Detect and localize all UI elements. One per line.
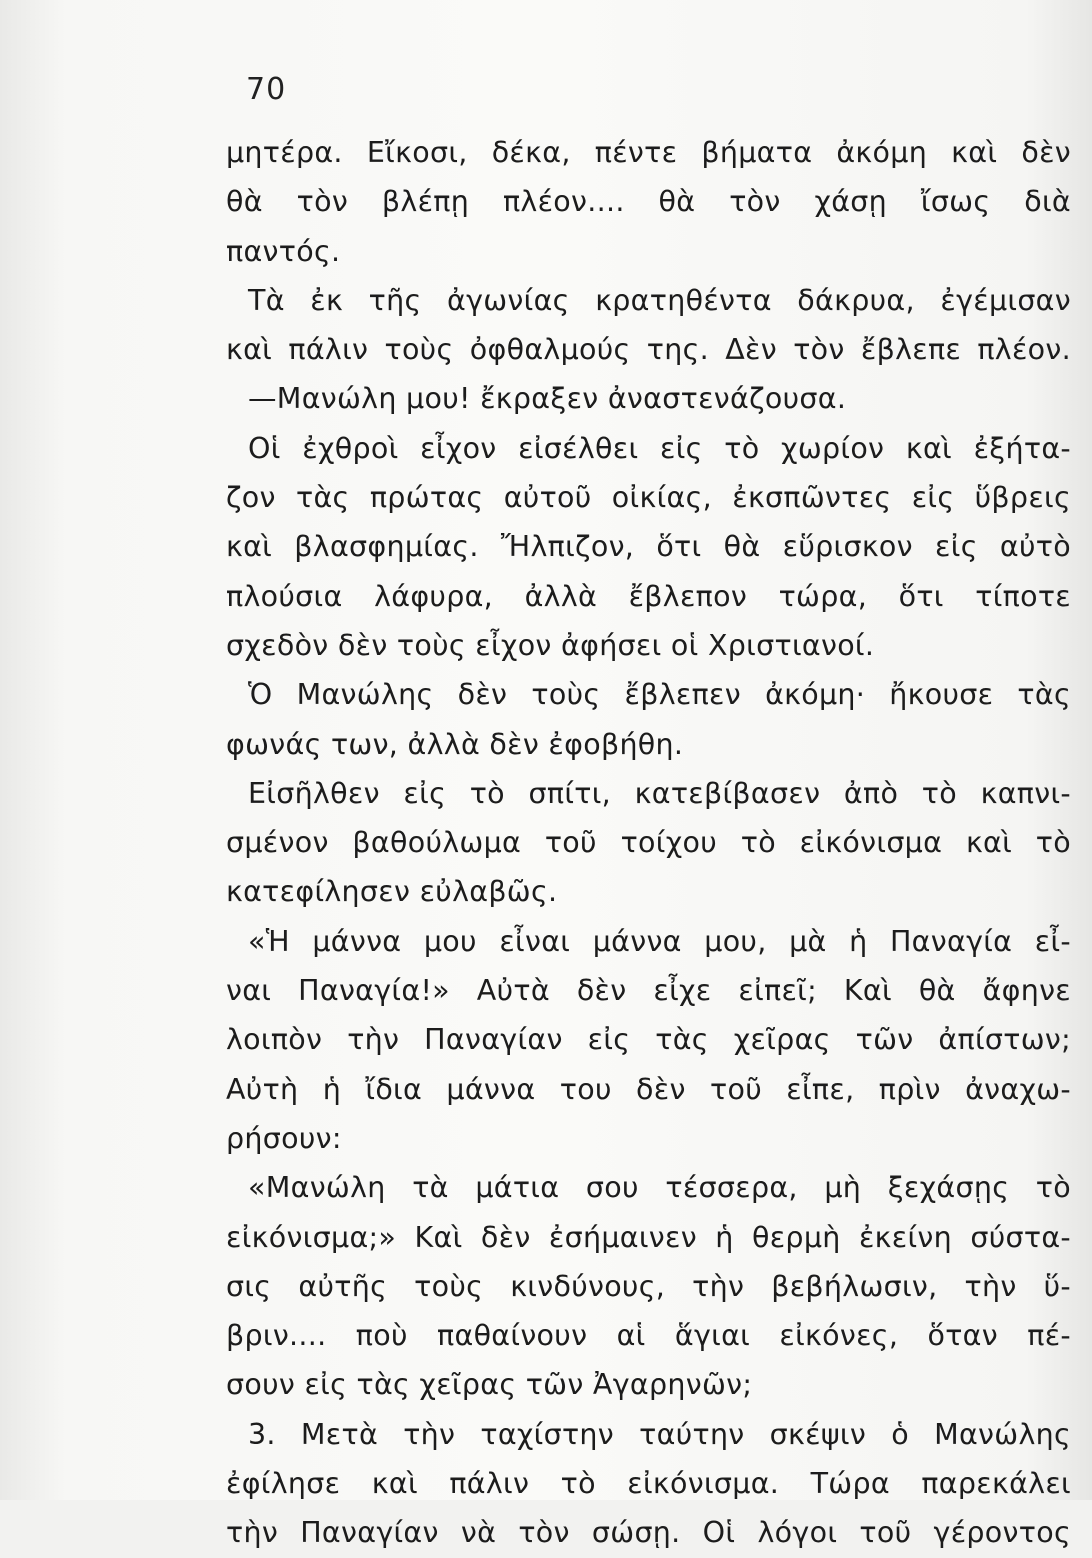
text-line: πλούσια λάφυρα, ἀλλὰ ἔβλεπον τώρα, ὅτι τίποτε: [226, 579, 1071, 613]
text-line: 3. Μετὰ τὴν ταχίστην ταύτην σκέψιν ὁ Μανώλης: [248, 1417, 1071, 1451]
text-line: καὶ βλασφημίας. Ἤλπιζον, ὅτι θὰ εὕρισκον εἰς αὐτὸ: [226, 530, 1071, 564]
text-line: τὴν Παναγίαν νὰ τὸν σώσῃ. Οἱ λόγοι τοῦ γέροντος: [226, 1516, 1071, 1550]
text-line: Οἱ ἐχθροὶ εἶχον εἰσέλθει εἰς τὸ χωρίον καὶ ἐξήτα-: [248, 431, 1071, 465]
text-line: Αὐτὴ ἡ ἴδια μάννα του δὲν τοῦ εἶπε, πρὶν ἀναχω-: [226, 1072, 1071, 1106]
text-line: φωνάς των, ἀλλὰ δὲν ἐφοβήθη.: [226, 727, 684, 761]
body-text: [226, 128, 1071, 1558]
text-line: σχεδὸν δὲν τοὺς εἶχον ἀφήσει οἱ Χριστιανοί.: [226, 628, 875, 662]
text-line: σις αὐτῆς τοὺς κινδύνους, τὴν βεβήλωσιν, τὴν ὕ-: [226, 1269, 1071, 1303]
text-line: ζον τὰς πρώτας αὐτοῦ οἰκίας, ἐκσπῶντες εἰς ὕβρεις: [226, 481, 1071, 515]
text-line: Εἰσῆλθεν εἰς τὸ σπίτι, κατεβίβασεν ἀπὸ τὸ καπνι-: [248, 776, 1071, 810]
text-line: ρήσουν:: [226, 1121, 342, 1155]
text-line: —Μανώλη μου! ἔκραξεν ἀναστενάζουσα.: [248, 382, 847, 416]
text-line: καὶ πάλιν τοὺς ὀφθαλμούς της. Δὲν τὸν ἔβλεπε πλέον.: [226, 333, 1071, 367]
page-number: 70: [246, 72, 287, 107]
text-line: μητέρα. Εἴκοσι, δέκα, πέντε βήματα ἀκόμη καὶ δὲν: [226, 136, 1071, 169]
text-line: εἰκόνισμα;» Καὶ δὲν ἐσήμαινεν ἡ θερμὴ ἐκείνη σύστα-: [226, 1220, 1071, 1254]
text-line: παντός.: [226, 234, 341, 268]
text-line: «Ἡ μάννα μου εἶναι μάννα μου, μὰ ἡ Παναγία εἶ-: [248, 924, 1071, 958]
text-line: Ὁ Μανώλης δὲν τοὺς ἔβλεπεν ἀκόμη· ἤκουσε τὰς: [248, 678, 1071, 712]
text-line: θὰ τὸν βλέπῃ πλέον.... θὰ τὸν χάσῃ ἴσως διὰ: [226, 185, 1071, 219]
text-line: «Μανώλη τὰ μάτια σου τέσσερα, μὴ ξεχάσῃς τὸ: [248, 1171, 1071, 1205]
text-line: Τὰ ἐκ τῆς ἀγωνίας κρατηθέντα δάκρυα, ἐγέμισαν: [248, 283, 1071, 317]
text-line: κατεφίλησεν εὐλαβῶς.: [226, 875, 558, 909]
text-line: σουν εἰς τὰς χεῖρας τῶν Ἀγαρηνῶν;: [226, 1368, 753, 1402]
text-line: ναι Παναγία!» Αὐτὰ δὲν εἶχε εἰπεῖ; Καὶ θὰ ἄφηνε: [226, 974, 1071, 1008]
text-line: ἐφίλησε καὶ πάλιν τὸ εἰκόνισμα. Τώρα παρεκάλει: [226, 1467, 1071, 1501]
text-line: λοιπὸν τὴν Παναγίαν εἰς τὰς χεῖρας τῶν ἀπίστων;: [226, 1023, 1071, 1057]
text-line: σμένον βαθούλωμα τοῦ τοίχου τὸ εἰκόνισμα καὶ τὸ: [226, 826, 1071, 860]
text-line: βριν.... ποὺ παθαίνουν αἱ ἅγιαι εἰκόνες, ὅταν πέ-: [226, 1319, 1071, 1353]
